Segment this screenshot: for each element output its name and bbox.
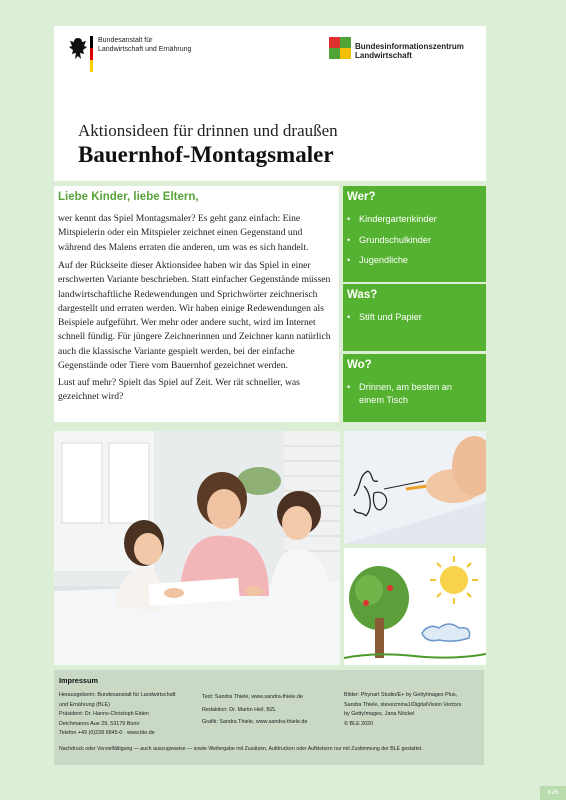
list-item: • Drinnen, am besten an einem Tisch: [347, 381, 479, 406]
impressum-title: Impressum: [59, 676, 98, 685]
impressum-copyright-note: Nachdruck oder Vervielfältigung — auch auszugsweise — sowie Weitergabe mit Zusätzen, Aufdrucken oder Aufklebern nur mit Zustimmung der BLE gestattet.: [59, 746, 423, 752]
intro-paragraph-1: wer kennt das Spiel Montagsmaler? Es geht ganz einfach: Eine Mitspielerin oder ein Mitspieler zeichnet einen Gegenstand und während des Malens erraten die anderen, um was es sich handelt.: [58, 213, 309, 253]
intro-paragraph-2: Auf der Rückseite dieser Aktionsidee haben wir das Spiel in einer erschwerten Variante beschrieben. Statt einfacher Gegenstände müssen landwirtschaftliche Redewendungen und Sprichwörter zeichnerisch dargestellt und erraten werden. Wir haben einige Redewendungen als Beispiele aufgeführt. Wer mehr oder andere sucht, wird im Internet schnell fündig. Für jüngere Zeichnerinnen und Zeichner kann natürlich auch die klassische Variante gespielt werden, bei der einfache Gegenstände oder Tiere vom Bauernhof gezeichnet werden.: [58, 260, 331, 372]
federal-eagle-icon: [68, 36, 88, 62]
what-heading: Was?: [347, 289, 378, 301]
header-panel: [54, 26, 486, 181]
intro-panel: [54, 186, 339, 422]
bzl-logo-mark-icon: [329, 37, 351, 59]
list-item: • Grundschulkinder: [347, 234, 479, 247]
impressum-publisher: Herausgeberin: Bundesanstalt für Landwirtschaft und Ernährung (BLE) Präsident: Dr. Hanns-Christoph Eiden Deichmanns Aue 29, 53179 Bonn Telefon +49 (0)228 6845-0 · www.ble.de: [59, 692, 176, 736]
bmel-logo-text: Bundesanstalt für Landwirtschaft und Ernährung: [98, 37, 192, 53]
who-heading: Wer?: [347, 191, 376, 203]
bzl-logo-text: Bundesinformationszentrum Landwirtschaft: [355, 42, 464, 60]
list-item: • Jugendliche: [347, 254, 479, 267]
where-box: [343, 354, 486, 422]
where-list: [347, 381, 479, 414]
impressum-image-credits: Bilder: Phynart Studio/E+ by GettyImages Plus, Sandra Thiele, stevezmina1/DigitalVision Vectors by GettyImages, Jana Nöckel © BLE 2020: [344, 692, 462, 727]
page-number: K26: [540, 786, 566, 800]
tree-and-sun-drawing: [344, 548, 486, 665]
list-item: • Stift und Papier: [347, 311, 479, 324]
page-title: Bauernhof-Montagsmaler: [78, 142, 334, 167]
list-item: • Kindergartenkinder: [347, 213, 479, 226]
page-subtitle: Aktionsideen für drinnen und draußen: [78, 121, 338, 140]
bzl-logo: [329, 36, 486, 66]
intro-heading: Liebe Kinder, liebe Eltern,: [58, 191, 199, 203]
family-drawing-photo: [54, 431, 340, 665]
what-box: [343, 284, 486, 351]
bmel-logo: [68, 36, 238, 72]
impressum-credits: Text: Sandra Thiele, www.sandra-thiele.de Redaktion: Dr. Martin Heil, BZL Grafik: Sandra Thiele, www.sandra-thiele.de: [202, 694, 308, 725]
german-flag-bar: [90, 36, 93, 72]
where-heading: Wo?: [347, 359, 372, 371]
intro-paragraph-3: Lust auf mehr? Spielt das Spiel auf Zeit. Wer rät schneller, was gezeichnet wird?: [58, 377, 300, 403]
who-list: [347, 213, 479, 275]
what-list: [347, 311, 479, 332]
impressum-panel: [54, 670, 484, 765]
who-box: [343, 186, 486, 282]
hand-sketching-image: [344, 431, 486, 544]
